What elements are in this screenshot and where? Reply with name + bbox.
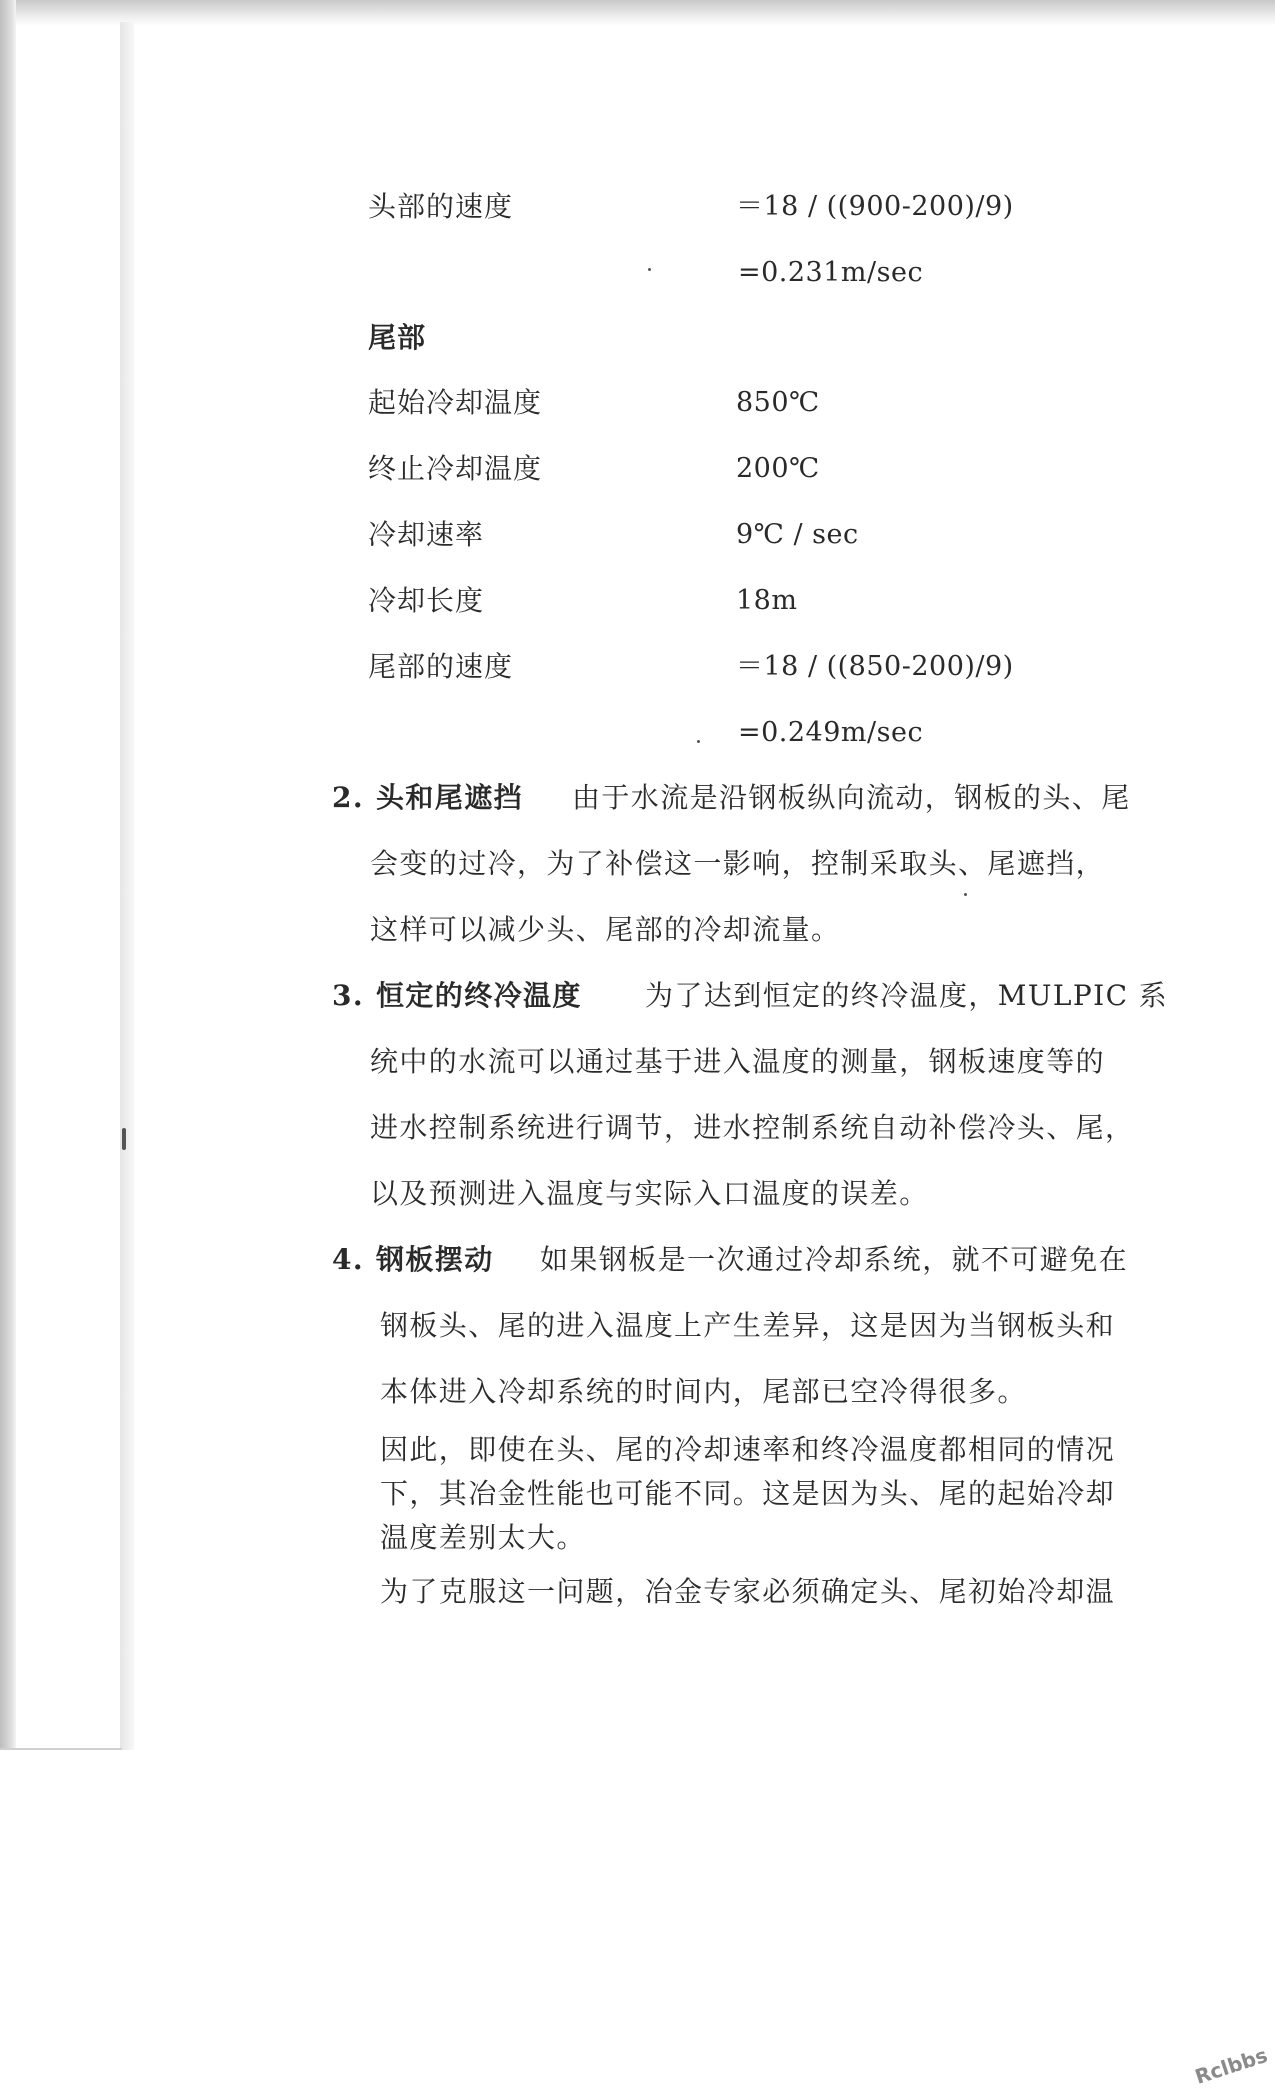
head-speed-result: =0.231m/sec [738,257,924,288]
tail-row-label: 起始冷却温度 [368,386,543,419]
section-line: 本体进入冷却系统的时间内，尾部已空冷得很多。 [380,1375,1027,1408]
section-line: 以及预测进入温度与实际入口温度的误差。 [370,1177,929,1210]
scan-top-shadow [0,0,1275,26]
tail-row-value: 200℃ [736,453,820,484]
tail-speed-formula: ＝18 / ((850-200)/9) [736,651,1014,682]
section-line: 钢板头、尾的进入温度上产生差异，这是因为当钢板头和 [380,1309,1116,1342]
head-speed-label: 头部的速度 [368,190,514,223]
scan-page-fold [120,22,134,1750]
section-line: 为了克服这一问题，冶金专家必须确定头、尾初始冷却温 [380,1575,1116,1608]
section-title: 头和尾遮挡 [376,781,524,814]
scan-speck [697,740,700,743]
scan-speck [964,893,967,896]
section-line: 由于水流是沿钢板纵向流动，钢板的头、尾 [572,781,1131,814]
binding-mark [122,1128,126,1150]
watermark-logo: Rclbbs [1192,2042,1271,2089]
tail-speed-label: 尾部的速度 [368,650,514,683]
section-title: 钢板摆动 [376,1243,494,1276]
scan-bottom-edge [0,1748,122,1750]
head-speed-formula: ＝18 / ((900-200)/9) [736,191,1014,222]
scan-left-edge [0,0,16,1750]
section-line: 进水控制系统进行调节，进水控制系统自动补偿冷头、尾， [370,1111,1135,1144]
section-title: 恒定的终冷温度 [376,979,582,1012]
section-number [332,781,364,815]
tail-speed-result: =0.249m/sec [738,717,924,748]
tail-row-value: 18m [736,585,798,616]
tail-row-value: 9℃ / sec [736,519,859,550]
section-number-text: 3. [332,979,365,1012]
section-number-text: 4. [332,1243,365,1276]
section-line: 下，其冶金性能也可能不同。这是因为头、尾的起始冷却 [380,1477,1116,1510]
section-line: 统中的水流可以通过基于进入温度的测量，钢板速度等的 [370,1045,1106,1078]
section-line: 为了达到恒定的终冷温度，MULPIC 系 [645,979,1169,1012]
tail-row-label: 冷却长度 [368,584,485,617]
tail-row-label: 冷却速率 [368,518,485,551]
section-line: 因此，即使在头、尾的冷却速率和终冷温度都相同的情况 [380,1433,1116,1466]
tail-heading: 尾部 [368,321,427,354]
section-line: 这样可以减少头、尾部的冷却流量。 [370,913,841,946]
section-line: 如果钢板是一次通过冷却系统，就不可避免在 [540,1243,1129,1276]
scan-speck [648,268,651,271]
tail-row-label: 终止冷却温度 [368,452,543,485]
section-number [332,979,364,1013]
tail-row-value: 850℃ [736,387,820,418]
section-line: 温度差别太大。 [380,1521,586,1554]
section-number [332,1243,364,1277]
section-number-text: 2. [332,781,365,814]
section-line: 会变的过冷，为了补偿这一影响，控制采取头、尾遮挡， [370,847,1106,880]
